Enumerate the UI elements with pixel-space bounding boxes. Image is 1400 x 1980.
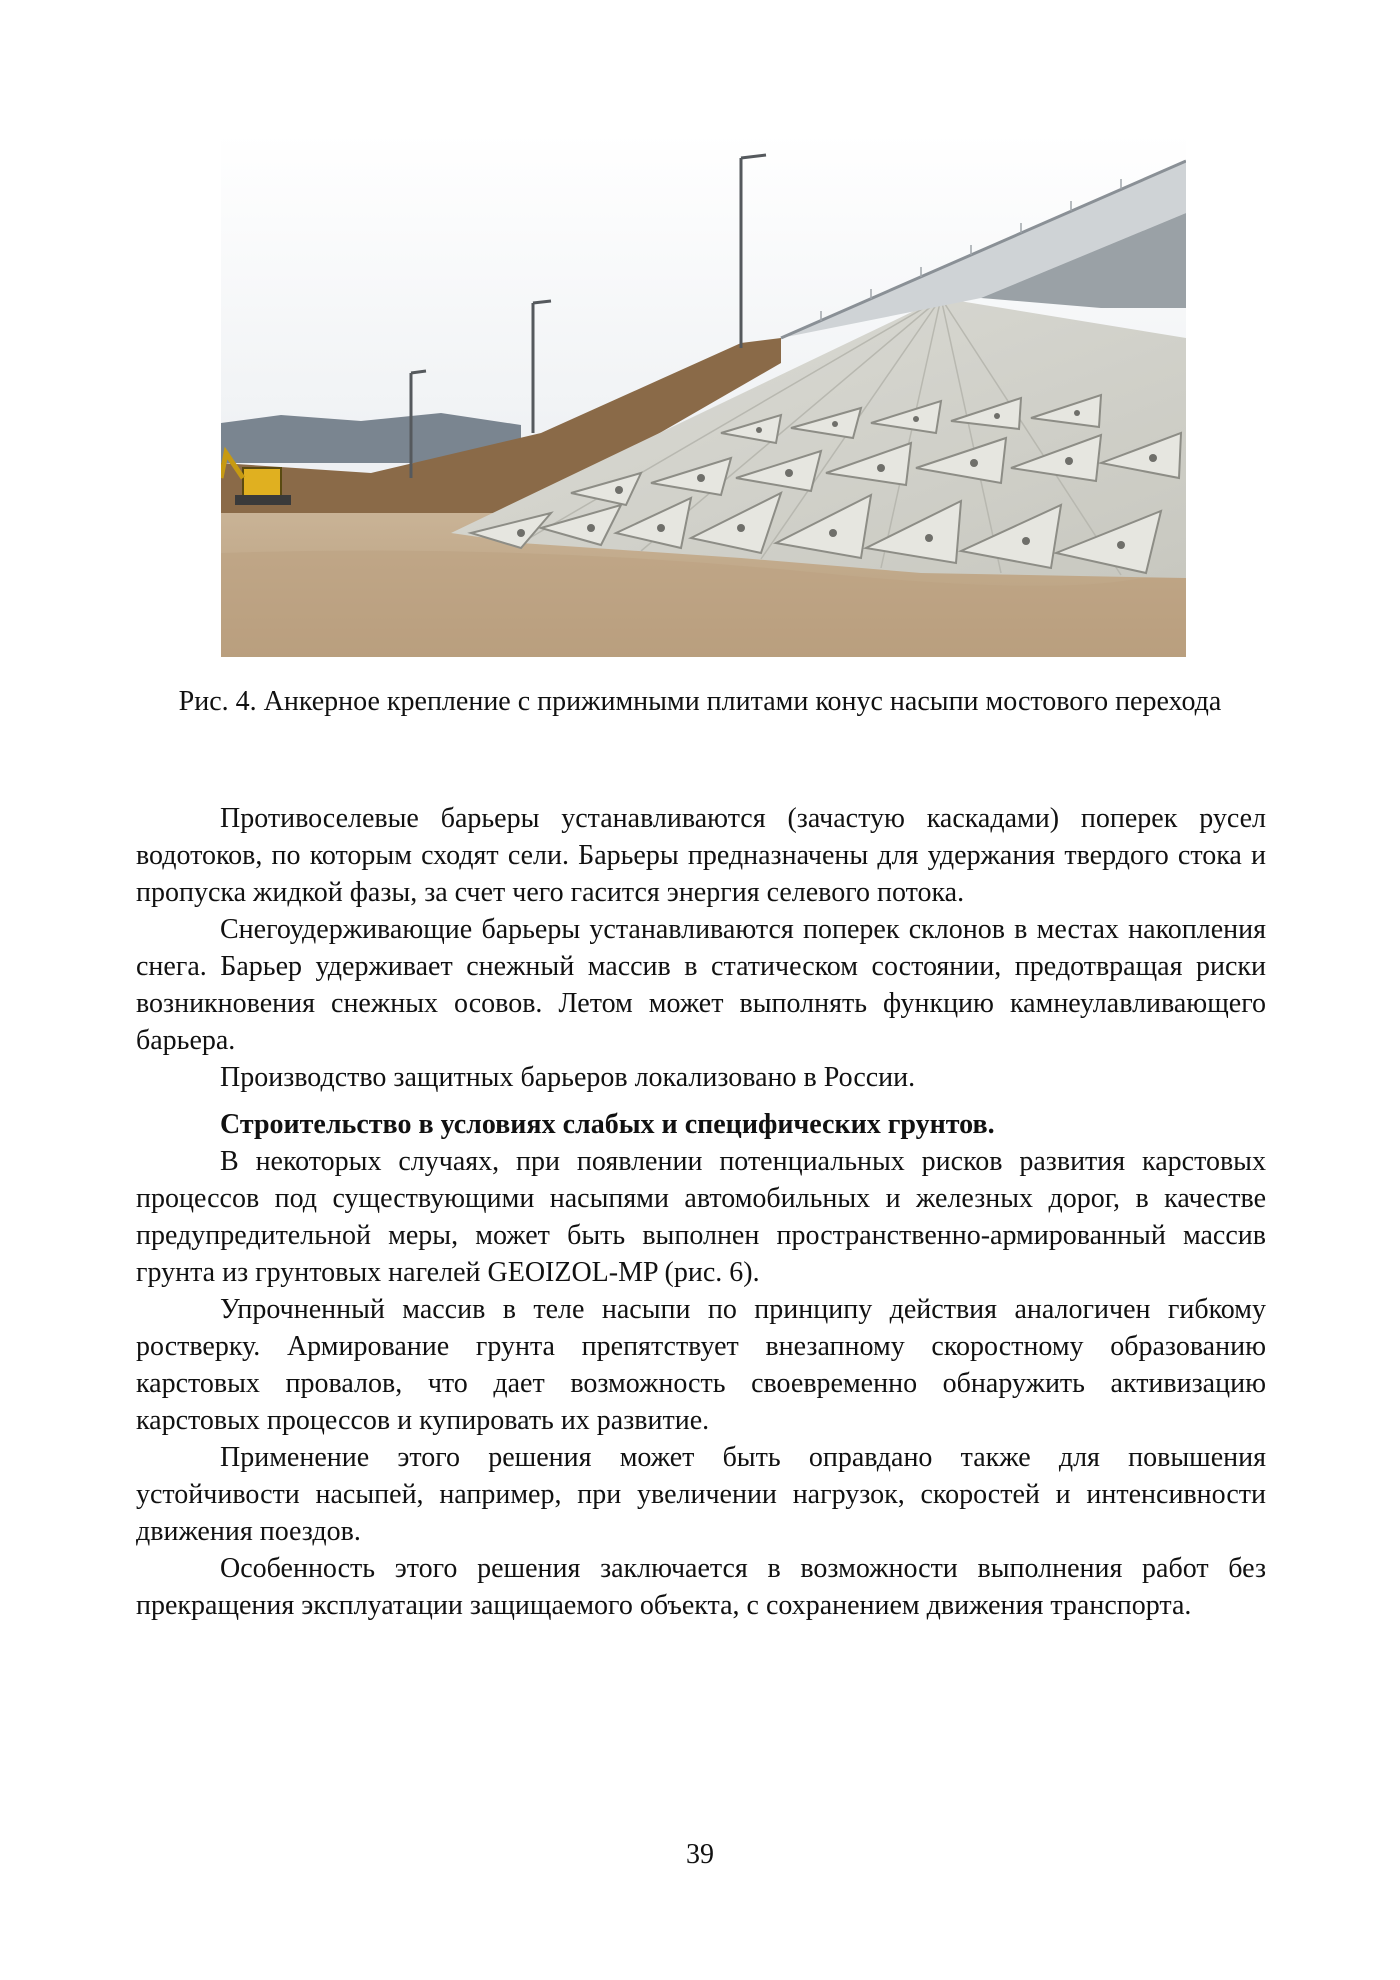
- figure-caption: Рис. 4. Анкерное крепление с прижимными плитами конус насыпи мостового перехода: [178, 686, 1222, 717]
- paragraph: Упрочненный массив в теле насыпи по принципу действия аналогичен гибкому ростверку. Армирование грунта препятствует внезапному скоростному образованию карстовых провалов, что дает возможность своевременно обнаружить активизацию карстовых процессов и купировать их развитие.: [136, 1294, 1266, 1436]
- paragraph: В некоторых случаях, при появлении потенциальных рисков развития карстовых процессов под существующими насыпями автомобильных и железных дорог, в качестве предупредительной меры, может быть выполнен пространственно-армированный массив грунта из грунтовых нагелей GEOIZOL-MP (рис. 6).: [136, 1146, 1266, 1288]
- paragraph: Особенность этого решения заключается в возможности выполнения работ без прекращения эксплуатации защищаемого объекта, с сохранением движения транспорта.: [136, 1553, 1266, 1621]
- body-text: [136, 800, 1266, 1624]
- page-number: 39: [686, 1839, 714, 1870]
- section-heading: Строительство в условиях слабых и специфических грунтов.: [220, 1109, 995, 1140]
- paragraph: Производство защитных барьеров локализовано в России.: [220, 1062, 916, 1093]
- figure-photo: [221, 133, 1186, 657]
- paragraph: Противоселевые барьеры устанавливаются (зачастую каскадами) поперек русел водотоков, по которым сходят сели. Барьеры предназначены для удержания твердого стока и пропуска жидкой фазы, за счет чего гасится энергия селевого потока.: [136, 803, 1266, 908]
- paragraph: Снегоудерживающие барьеры устанавливаются поперек склонов в местах накопления снега. Барьер удерживает снежный массив в статическом состоянии, предотвращая риски возникновения снежных осовов. Летом может выполнять функцию камнеулавливающего барьера.: [136, 914, 1266, 1056]
- paragraph: Применение этого решения может быть оправдано также для повышения устойчивости насыпей, например, при увеличении нагрузок, скоростей и интенсивности движения поездов.: [136, 1442, 1266, 1547]
- embankment-photo: [221, 133, 1186, 657]
